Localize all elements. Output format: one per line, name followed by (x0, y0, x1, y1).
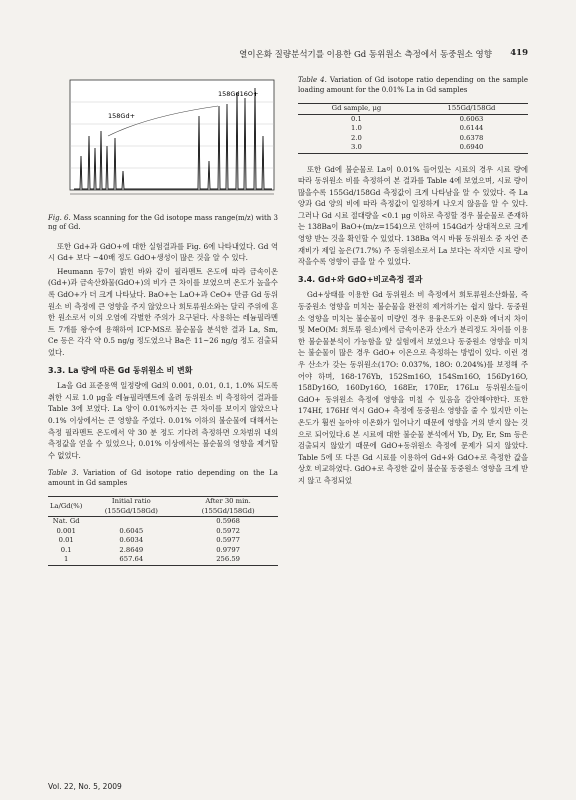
table4-header: Gd sample, μg (298, 104, 415, 115)
table-4 (298, 103, 528, 154)
table-cell: 2.0 (351, 133, 362, 142)
table-cell: 0.5968 (216, 517, 241, 526)
table3-caption-text: Variation of Gd isotope ratio depending on the La amount in Gd samples (48, 469, 278, 487)
running-title: 열이온화 질량분석기를 이용한 Gd 동위원소 측정에서 동중원소 영향 (239, 50, 492, 60)
page-number: 419 (510, 48, 528, 58)
table-cell: 0.6034 (119, 536, 144, 545)
section-heading-3-4: 3.4. Gd+와 GdO+비교측정 결과 (298, 274, 423, 284)
figure-caption (48, 214, 278, 233)
left-paragraph-3: La을 Gd 표준용액 일정량에 Gd의 0.001, 0.01, 0.1, 1.0% 되도록 취한 시료 1.0 μg을 레늄필라멘트에 올려 동위원소 비 측정하여 결과를 Table 3에 보였다. La 양이 0.01%까지는 큰 차이를 보이지 않았으나 0.1% 이상에서는 큰 영향을 주었다. 0.01% 이하의 불순물에 대해서는 측정 필라멘트 온도에서 약 30 분 정도 기다려 측정하면 오차범위 내의 측정값을 얻을 수 있었으나, 0.01% 이상에서는 불순물의 영향을 제거할 수 없었다. (48, 381, 278, 460)
table-cell: 1.0 (351, 124, 362, 132)
table-cell: 0.5972 (216, 526, 241, 535)
right-column (298, 76, 528, 489)
table-cell: 2.8649 (119, 545, 144, 554)
label-gd-plus: 158Gd+ (108, 112, 136, 120)
table-row (48, 555, 278, 565)
table-cell: 0.001 (56, 526, 76, 535)
left-column (48, 76, 278, 566)
table-cell: 0.1 (351, 114, 362, 123)
table-row (298, 114, 528, 124)
table-cell: Nat. Gd (52, 517, 80, 526)
journal-footer: Vol. 22, No. 5, 2009 (48, 782, 122, 791)
label-gdo-plus: 158Gd16O+ (218, 90, 259, 98)
table-row (48, 546, 278, 556)
table-cell (84, 517, 178, 527)
table-cell: 0.6940 (415, 143, 528, 153)
section-heading-3-3: 3.3. La 량에 따른 Gd 동위원소 비 변화 (48, 365, 193, 375)
table4-caption-text: Variation of Gd isotope ratio depending on the sample loading amount for the 0.01% La in Gd samples (298, 76, 528, 94)
table-cell: 256.59 (178, 555, 278, 565)
table3-header: After 30 min. (155Gd/158Gd) (178, 497, 278, 517)
table3-header: Initial ratio (155Gd/158Gd) (84, 497, 178, 517)
fig-caption-text: Mass scanning for the Gd isotope mass range(m/z) with 3 ng of Gd. (48, 213, 278, 232)
table-cell: 0.6144 (459, 124, 484, 132)
fig-caption-label: Fig. 6. (48, 213, 71, 222)
table-cell: 0.01 (58, 536, 74, 545)
table4-caption (298, 76, 528, 95)
figure-6 (48, 76, 278, 233)
table-cell: 0.5977 (216, 536, 241, 545)
mass-scan-figure (48, 76, 278, 206)
table-row (48, 527, 278, 537)
left-paragraph-2: Heumann 등7이 밝힌 바와 같이 필라멘트 온도에 따라 금속이온(Gd+)과 금속산화물(GdO+)의 비가 큰 차이를 보였으며 온도가 높을수록 GdO+가 더 크게 나타났다. BaO+는 LaO+과 CeO+ 만큼 Gd 동위원소 비 측정에 큰 영향을 주지 않았으나 희토류원소와는 달리 주위에 흔한 원소로서 이의 오염에 각별한 주의가 요구된다. 사용하는 레늄필라멘트 7개를 왕수에 용해하여 ICP-MS로 불순물을 분석한 결과 La, Sm, Ce 등은 각각 약 0.5 ng/g 정도였으나 Ba은 11~26 ng/g 정도 검출되었다. (48, 266, 278, 357)
table-row (48, 517, 278, 527)
right-paragraph-1: 또한 Gd에 불순물로 La이 0.01% 들어있는 시료의 경우 시료 량에 따라 동위원소 비를 측정하여 본 결과를 Table 4에 보였으며, 시료 량이 많을수록 155Gd/158Gd 측정값이 크게 나타남을 알 수 있었다. 즉 La 양과 Gd 양의 비에 따라 측정값이 일정하게 나오지 않음을 알 수 있다. 그러나 Gd 시료 절대량을 <0.1 μg 이하로 측정할 경우 불순물로 존재하는 138Ba이 BaO+(m/z=154)으로 인하여 154Gd가 상대적으로 크게 영향 받는 것을 확인할 수 있었다. 138Ba 역시 바륨 동위원소 중 자연 존재비가 제일 높은(71.7%) 주 동위원소로서 La 보다는 작지만 시료 량이 작을수록 영향이 큼을 알 수 있었다. (298, 164, 529, 267)
table-cell: 0.9797 (216, 545, 241, 554)
table-cell: 0.6063 (459, 114, 484, 123)
table-3 (48, 496, 278, 566)
table-row (298, 143, 528, 153)
table3-caption (48, 469, 278, 488)
table-cell: 0.6045 (119, 526, 144, 535)
table-cell: 1 (48, 555, 84, 565)
table-row (48, 536, 278, 546)
table3-header: La/Gd(%) (48, 497, 84, 517)
left-paragraph-1: 또한 Gd+과 GdO+에 대한 실험결과를 Fig. 6에 나타내었다. Gd 역시 Gd+ 보다 ~40배 정도 GdO+생성이 많은 것을 알 수 있다. (48, 241, 278, 263)
table4-header: 155Gd/158Gd (415, 104, 528, 115)
table3-caption-label: Table 3. (48, 469, 79, 478)
right-paragraph-2: Gd+상태를 이용한 Gd 동위원소 비 측정에서 희토류원소산화물, 즉 동중원소 영향을 미치는 불순물을 완전히 제거하기는 쉽지 않다. 동중원소 영향을 미치는 불순물이 미량인 경우 용융온도와 이온화 에너지 차이 및 MeO(M: 희토류 원소)에서 금속이온과 산소가 분리정도 차이를 이용한 불순물분석이 가능함을 앞 실험에서 보였으나 동중원소 영향을 미치는 불순물이 많은 경우 GdO+ 이온으로 측정하는 방법이 있다. 이런 경우 산소가 갖는 동위원소(17O: 0.037%, 18O: 0.204%)를 보정해 주어야 하며, 168-176Yb, 152Sm16O, 154Sm16O, 156Dy16O, 158Dy16O, 160Dy16O, 168Er, 170Er, 176Lu 동위원소들이 GdO+ 동위원소 측정에 영향을 미칠 수 있음을 감안해야한다. 또한 174Hf, 176Hf 역시 GdO+ 측정에 동중원소 영향을 줄 수 있지만 이는 온도가 훨씬 높아야 이온화가 일어나기 때문에 영향을 거의 받지 않는 것으로 되어있다.6 본 시료에 대한 불순물 분석에서 Yb, Dy, Er, Sm 등은 검출되지 않았기 때문에 GdO+동위원소 측정에 문제가 되지 않았다. Table 5에 또 다른 Gd 시료를 이용하여 Gd+와 GdO+로 측정한 값을 상호 비교하였다. GdO+로 측정한 값이 불순물 동중원소 영향을 크게 받지 않고 측정되었 (298, 290, 528, 485)
table-cell: 0.6378 (459, 133, 484, 142)
table-row (298, 134, 528, 144)
table4-caption-label: Table 4. (298, 76, 327, 84)
table-cell: 0.1 (60, 545, 72, 554)
table-cell: 657.64 (84, 555, 178, 565)
table-cell: 3.0 (298, 143, 415, 153)
table-row (298, 124, 528, 134)
